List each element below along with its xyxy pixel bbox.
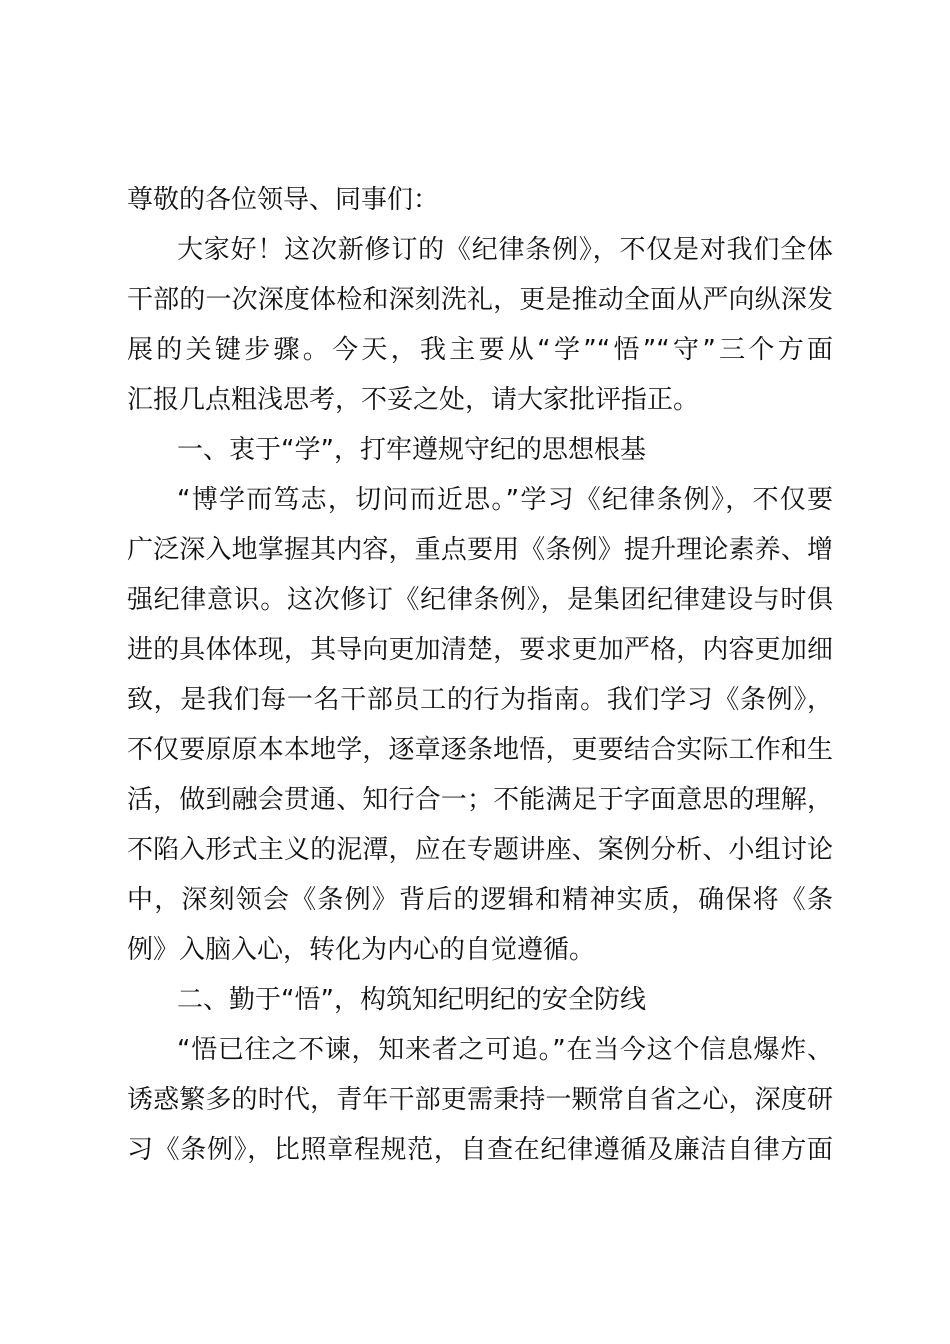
section-heading: 二、勤于“悟”，构筑知纪明纪的安全防线 <box>177 985 646 1015</box>
section-heading: 一、衷于“学”，打牢遵规守纪的思想根基 <box>177 435 646 465</box>
paragraph-line: 例》入脑入心，转化为内心的自觉遵循。 <box>127 935 596 965</box>
paragraph-line: 进的具体体现，其导向更加清楚，要求更加严格，内容更加细 <box>127 635 833 665</box>
salutation: 尊敬的各位领导、同事们： <box>127 185 440 215</box>
paragraph-line: 汇报几点粗浅思考，不妥之处，请大家批评指正。 <box>127 385 700 415</box>
paragraph-line: 不仅要原原本本地学，逐章逐条地悟，更要结合实际工作和生 <box>127 735 833 765</box>
paragraph-line: 活，做到融会贯通、知行合一；不能满足于字面意思的理解， <box>127 785 833 815</box>
paragraph-line: 中，深刻领会《条例》背后的逻辑和精神实质，确保将《条 <box>127 885 833 915</box>
paragraph-line: 展的关键步骤。今天，我主要从“学”“悟”“守”三个方面 <box>127 335 833 365</box>
paragraph-line: 大家好！这次新修订的《纪律条例》，不仅是对我们全体 <box>177 235 833 265</box>
paragraph-line: 诱惑繁多的时代，青年干部更需秉持一颗常自省之心，深度研 <box>127 1085 833 1115</box>
paragraph-line: “博学而笃志，切问而近思。”学习《纪律条例》，不仅要 <box>177 485 833 515</box>
paragraph-line: 致，是我们每一名干部员工的行为指南。我们学习《条例》， <box>127 685 833 715</box>
paragraph-line: 广泛深入地掌握其内容，重点要用《条例》提升理论素养、增 <box>127 535 833 565</box>
paragraph-line: 干部的一次深度体检和深刻洗礼，更是推动全面从严向纵深发 <box>127 285 833 315</box>
paragraph-line: 习《条例》，比照章程规范，自查在纪律遵循及廉洁自律方面 <box>127 1135 833 1165</box>
paragraph-line: “悟已往之不谏，知来者之可追。”在当今这个信息爆炸、 <box>177 1035 833 1065</box>
paragraph-line: 强纪律意识。这次修订《纪律条例》，是集团纪律建设与时俱 <box>127 585 833 615</box>
paragraph-line: 不陷入形式主义的泥潭，应在专题讲座、案例分析、小组讨论 <box>127 835 833 865</box>
